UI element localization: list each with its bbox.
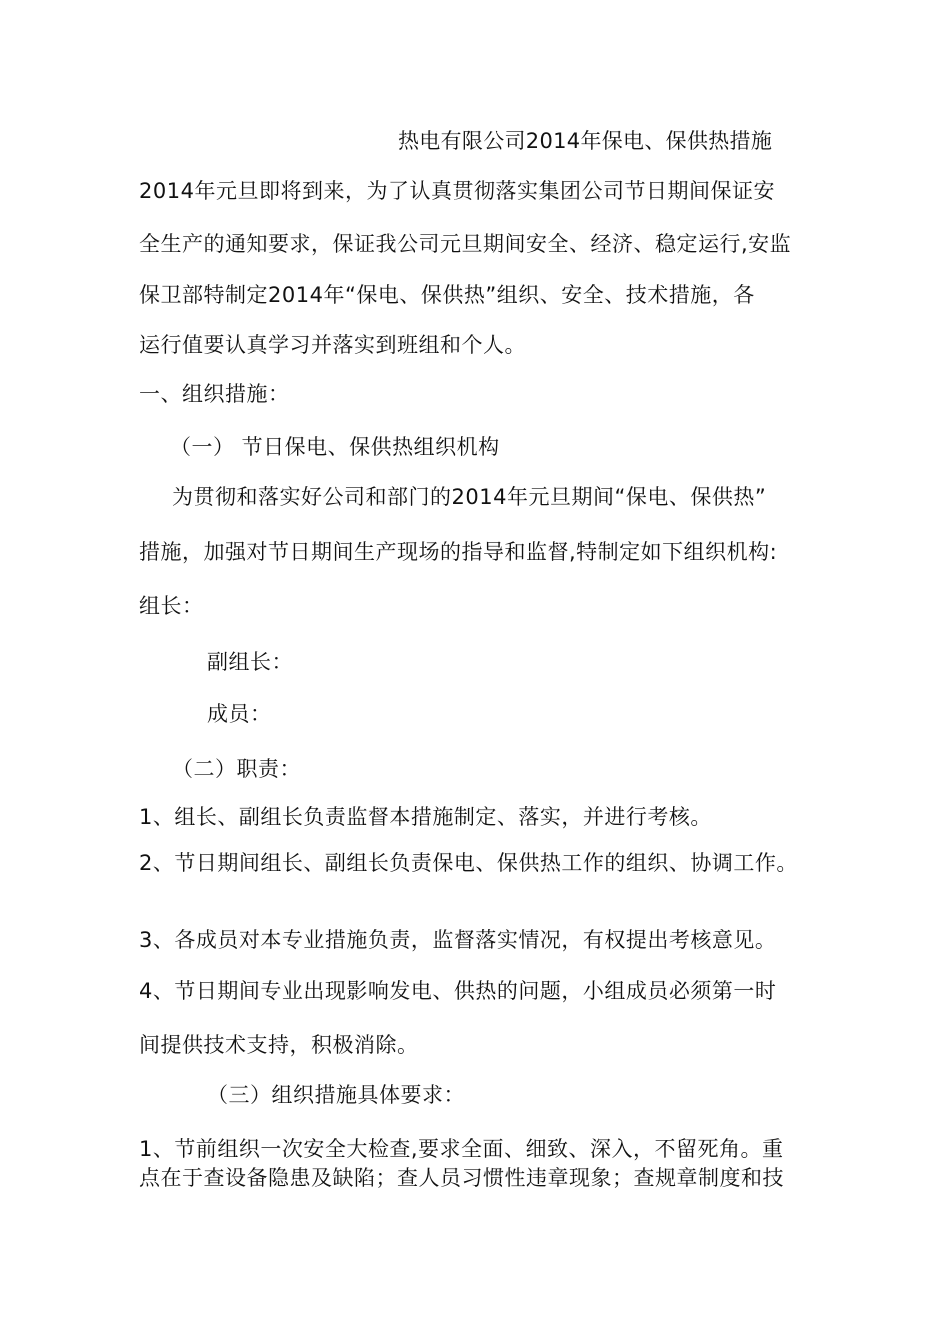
- org-members-label: 成员：: [207, 702, 272, 726]
- subsection-heading-2: （二）职责：: [172, 757, 301, 781]
- subsection-heading-3: （三）组织措施具体要求：: [207, 1083, 465, 1107]
- org-leader-label: 组长：: [139, 594, 204, 618]
- duty-item-3: 3、各成员对本专业措施负责，监督落实情况，有权提出考核意见。: [139, 928, 777, 952]
- org-deputy-label: 副组长：: [207, 650, 293, 674]
- duty-item-2: 2、节日期间组长、副组长负责保电、保供热工作的组织、协调工作。: [139, 851, 798, 875]
- intro-line-2: 全生产的通知要求，保证我公司元旦期间安全、经济、稳定运行,安监: [139, 232, 792, 256]
- duty-item-4-line-1: 4、节日期间专业出现影响发电、供热的问题，小组成员必须第一时: [139, 979, 777, 1003]
- intro-line-4: 运行值要认真学习并落实到班组和个人。: [139, 333, 526, 357]
- subsection-heading-1: （一） 节日保电、保供热组织机构: [170, 435, 500, 459]
- section-heading-organization: 一、组织措施：: [139, 382, 290, 406]
- document-title: 热电有限公司2014年保电、保供热措施: [398, 129, 773, 153]
- subsection-1-para-line-1: 为贯彻和落实好公司和部门的2014年元旦期间“保电、保供热”: [172, 485, 767, 509]
- intro-line-3: 保卫部特制定2014年“保电、保供热”组织、安全、技术措施，各: [139, 283, 755, 307]
- subsection-1-para-line-2: 措施，加强对节日期间生产现场的指导和监督,特制定如下组织机构:: [139, 540, 778, 564]
- duty-item-1: 1、组长、副组长负责监督本措施制定、落实，并进行考核。: [139, 805, 712, 829]
- requirement-item-1-line-1: 1、节前组织一次安全大检查,要求全面、细致、深入，不留死角。重: [139, 1137, 784, 1161]
- intro-line-1: 2014年元旦即将到来，为了认真贯彻落实集团公司节日期间保证安: [139, 179, 775, 203]
- duty-item-4-line-2: 间提供技术支持，积极消除。: [139, 1033, 419, 1057]
- requirement-item-1-line-2: 点在于查设备隐患及缺陷；查人员习惯性违章现象；查规章制度和技: [139, 1166, 784, 1190]
